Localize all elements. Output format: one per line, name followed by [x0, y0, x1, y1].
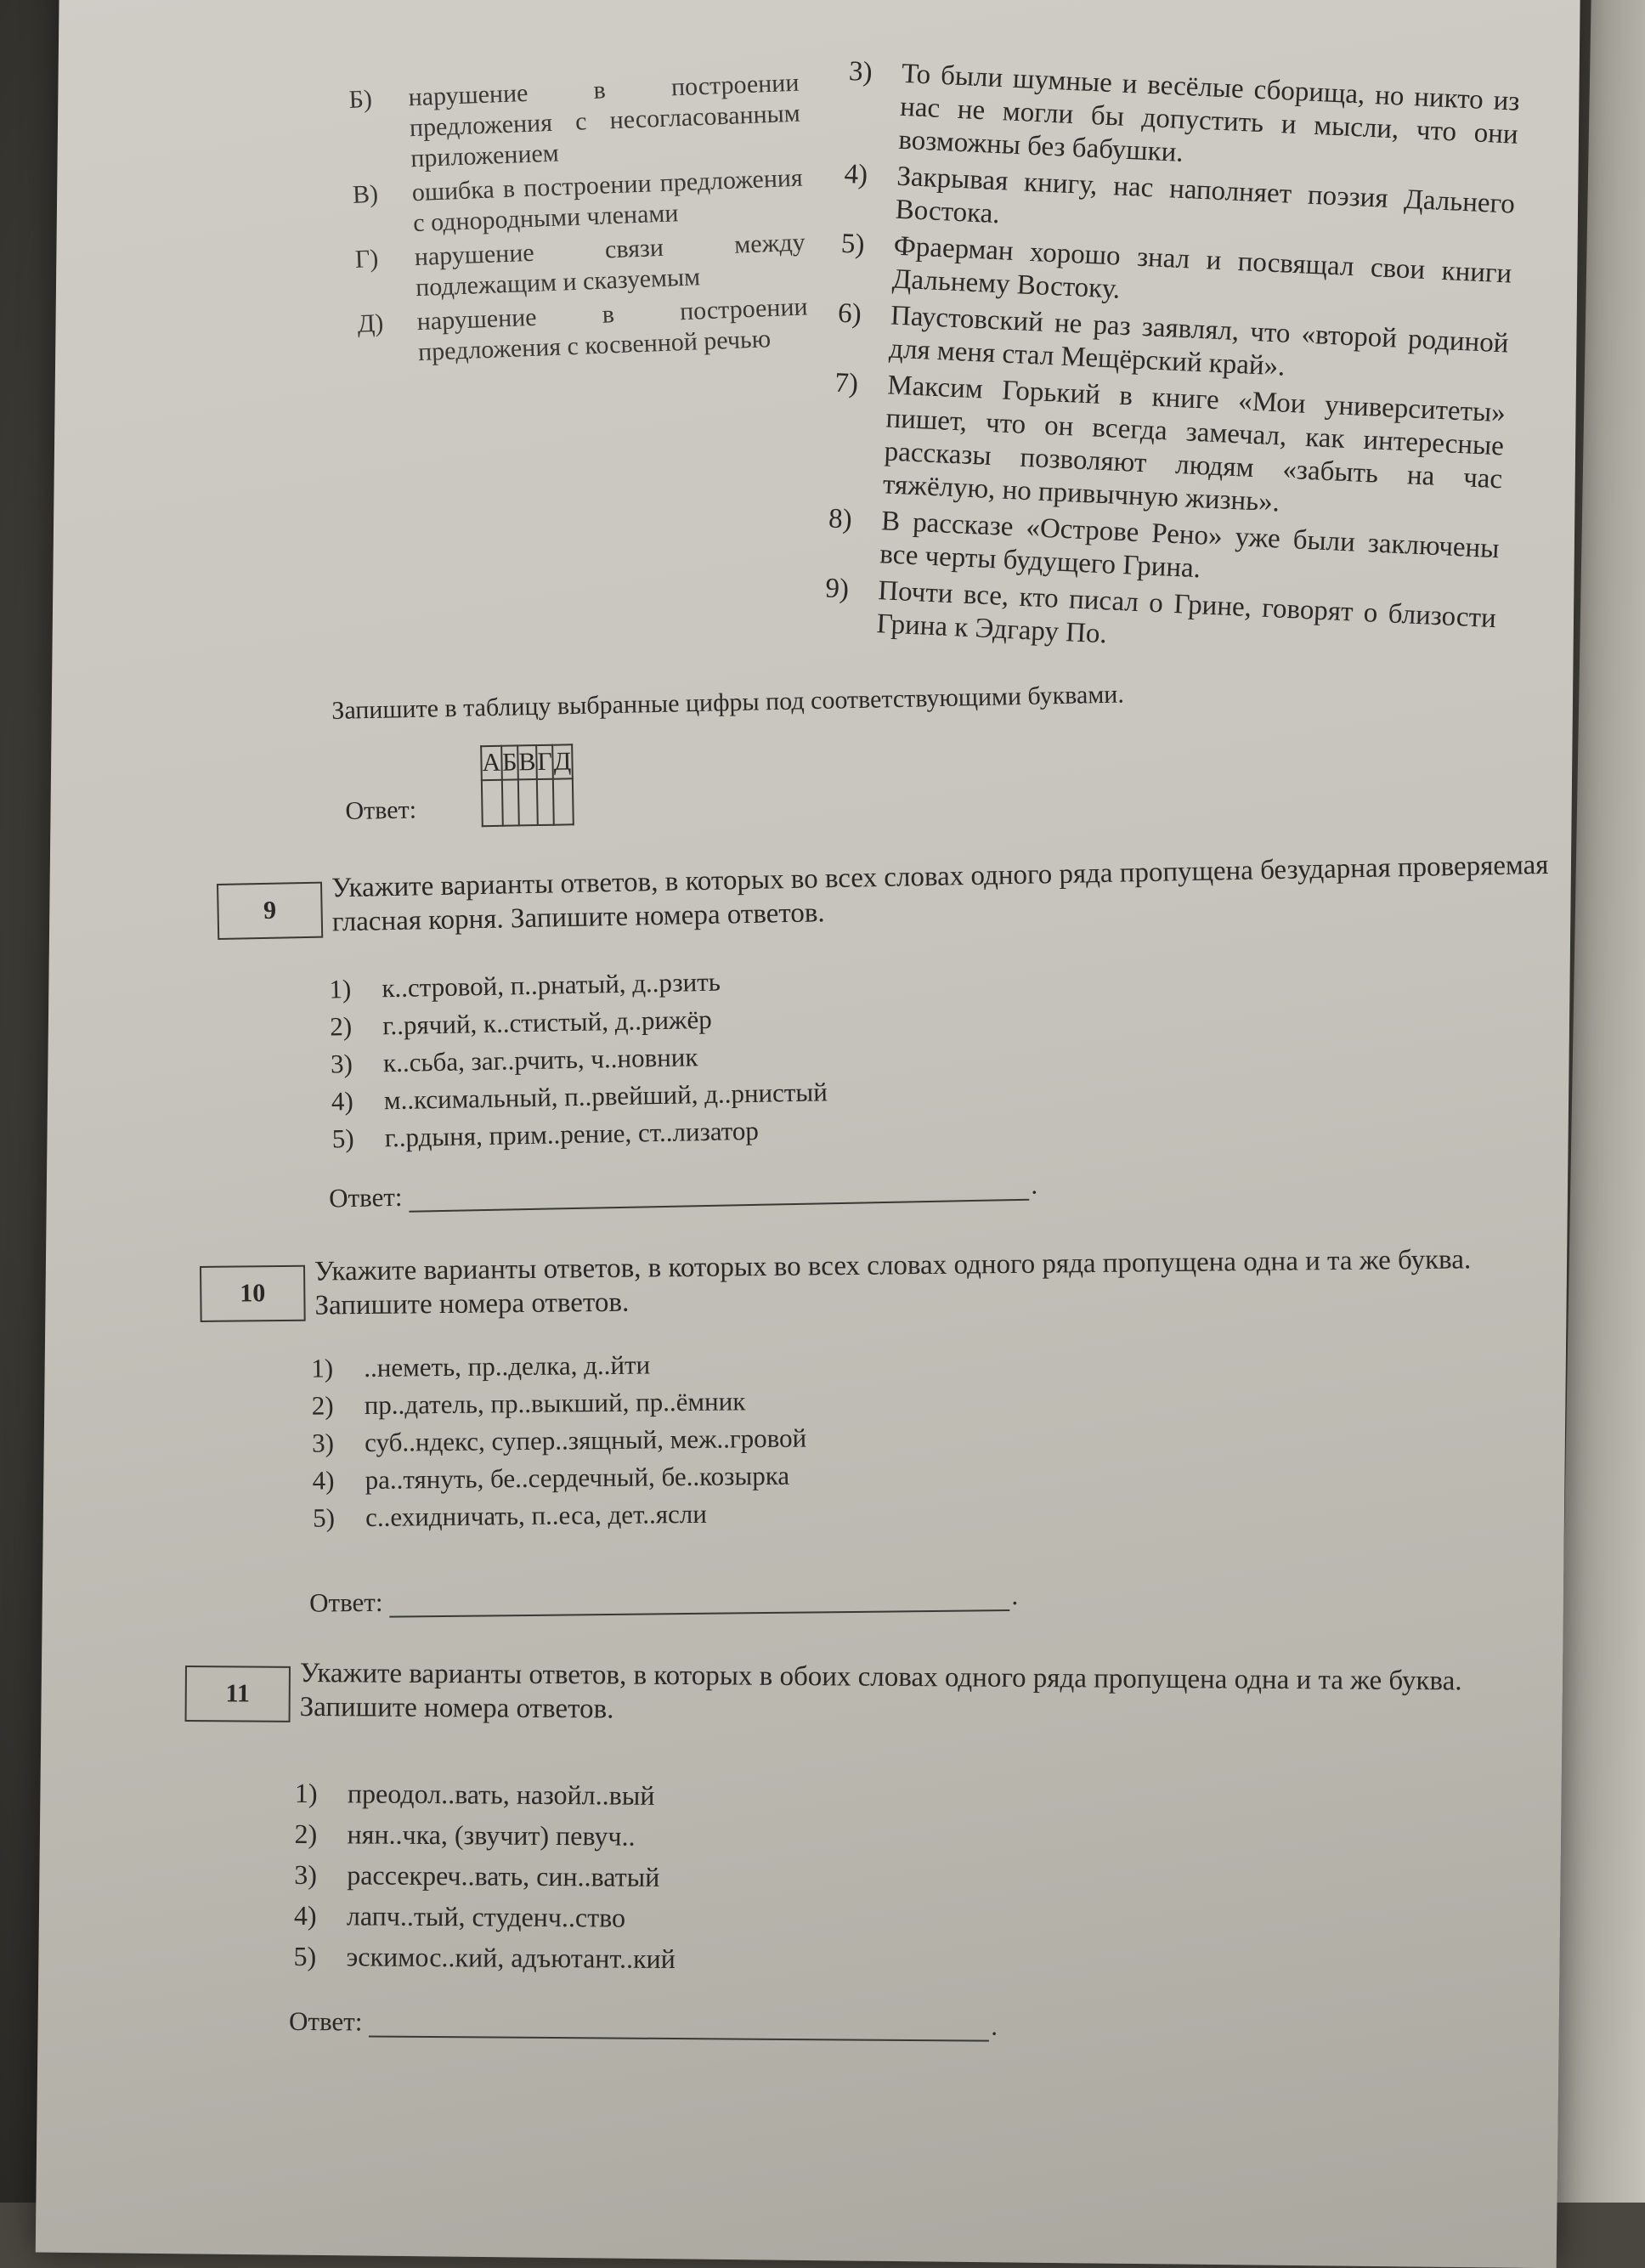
sentence-number: 3) [848, 55, 873, 88]
sentence-text: Паустовский не раз заявлял, что «второй родиной для меня стал Мещёрский край». [888, 300, 1510, 382]
option-key: Б) [348, 84, 373, 114]
answer-grid [480, 744, 574, 827]
sentence-text: Закрывая книгу, нас наполняет поэзия Дальнего Востока. [894, 161, 1516, 230]
option-text: м..ксимальный, п..рвейший, д..рнистый [383, 1077, 828, 1116]
sentence-number: 4) [843, 158, 868, 191]
grid-answer-cell[interactable] [537, 779, 554, 825]
option-key: В) [352, 179, 379, 209]
option-text: ..неметь, пр..делка, д..йти [364, 1349, 651, 1383]
sentence-item [829, 367, 1506, 530]
answer-label: Ответ: [328, 1181, 403, 1213]
task-option [313, 1495, 807, 1537]
answer-line: Ответ: . [288, 2005, 998, 2041]
option-text: г..рдыня, прим..рение, ст..лизатор [384, 1115, 760, 1153]
option-text: лапч..тый, студенч..ство [346, 1900, 626, 1933]
grid-answer-cell[interactable] [518, 779, 538, 825]
sentence-number: 8) [828, 503, 853, 535]
task-option [295, 1773, 677, 1816]
task-prompt: Укажите варианты ответов, в которых в обоих словах одного ряда пропущена одна и та же буква. Запишите номера ответов. [299, 1657, 1462, 1725]
answer-field[interactable] [389, 1586, 1009, 1618]
task-number-box: 11 [185, 1666, 291, 1722]
option-text: ра..тянуть, бе..сердечный, бе..козырка [365, 1460, 790, 1495]
option-number: 1) [329, 973, 352, 1004]
option-text: ошибка в построении предложения с однородными членами [411, 163, 804, 238]
option-number: 2) [329, 1010, 353, 1042]
option-text: к..сьба, заг..рчить, ч..новник [382, 1042, 698, 1078]
task-number-box: 10 [200, 1265, 306, 1322]
answer-field[interactable] [369, 2012, 989, 2042]
task-options [329, 961, 828, 1157]
left-options-column [348, 68, 810, 374]
task-option [312, 1457, 806, 1500]
grid-answer-cell[interactable] [553, 778, 573, 824]
right-sentences-column [823, 55, 1521, 672]
option-number: 3) [330, 1048, 353, 1079]
task-option [294, 1895, 676, 1938]
sentence-number: 5) [840, 228, 866, 261]
option-number: 1) [311, 1353, 334, 1383]
option-number: 5) [331, 1123, 354, 1154]
option-number: 4) [312, 1465, 335, 1496]
answer-label: Ответ: [288, 2005, 363, 2037]
task-option [293, 1936, 676, 1979]
option-number: 2) [294, 1818, 318, 1850]
option-text: рассекреч..вать, син..ватый [347, 1859, 660, 1892]
option-text: к..стровой, п..рнатый, д..рзить [382, 966, 721, 1004]
option-text: нарушение в построении предложения с косвенной речью [416, 292, 809, 367]
answer-line: Ответ: . [328, 1169, 1038, 1213]
task-number-box: 9 [217, 882, 323, 940]
sentence-number: 6) [837, 297, 862, 330]
left-option [357, 291, 809, 370]
sentence-text: Фраерман хорошо знал и посвящал свои книги Дальнему Востоку. [891, 230, 1512, 305]
grid-header-cell: Д [552, 744, 572, 778]
sentence-text: В рассказе «Острове Рено» уже были заключены все черты будущего Грина. [879, 506, 1501, 585]
sentence-text: Максим Горький в книге «Мои университеты» пишет, что он всегда замечал, как интересные рассказы позволяют людям «забыть на час тяжёлую, но привычную жизнь». [882, 370, 1507, 518]
option-text: суб..ндекс, супер..зящный, меж..гровой [365, 1422, 807, 1457]
option-number: 5) [293, 1940, 317, 1972]
table-instruction: Запишите в таблицу выбранные цифры под соответствующими буквами. [331, 680, 1125, 725]
grid-header-cell: Б [501, 745, 518, 779]
answer-field[interactable] [409, 1175, 1029, 1213]
sentence-text: То были шумные и весёлые сборища, но никто из нас не могли бы допустить и мысли, что они возможны без бабушки. [897, 58, 1521, 168]
task-prompt: Укажите варианты ответов, в которых во всех словах одного ряда пропущена безударная проверяемая гласная корня. Запишите номера ответов. [331, 849, 1549, 938]
option-number: 1) [294, 1777, 318, 1809]
grid-header-cell: А [481, 746, 501, 780]
option-key: Г) [354, 244, 379, 274]
option-text: нян..чка, (звучит) певуч.. [347, 1818, 636, 1852]
grid-answer-cell[interactable] [502, 779, 519, 825]
task-option [294, 1813, 676, 1857]
option-text: г..рячий, к..стистый, д..рижёр [382, 1004, 712, 1041]
option-number: 3) [312, 1428, 335, 1458]
task-options [311, 1345, 807, 1537]
task-option [311, 1345, 806, 1388]
answer-label: Ответ: [308, 1586, 383, 1618]
sentence-text: Почти все, кто писал о Грине, говорят о близости Грина к Эдгару По. [875, 575, 1497, 650]
sentence-number: 7) [834, 367, 859, 399]
grid-answer-cell[interactable] [482, 780, 503, 826]
option-text: с..ехидничать, п..еса, дет..ясли [365, 1498, 708, 1532]
option-text: преодол..вать, назойл..вый [347, 1778, 655, 1811]
option-number: 5) [312, 1502, 336, 1533]
option-number: 3) [294, 1858, 318, 1891]
task-option [312, 1383, 806, 1425]
option-text: нарушение в построении предложения с несогласованным приложением [407, 68, 801, 173]
option-text: пр..датель, пр..выкший, пр..ёмник [364, 1386, 746, 1420]
option-number: 4) [331, 1085, 354, 1117]
task-option [312, 1420, 806, 1462]
option-text: нарушение связи между подлежащим и сказуемым [414, 228, 806, 303]
left-option [348, 68, 802, 177]
grid-header-cell: Г [536, 745, 553, 779]
option-text: эскимос..кий, адъютант..кий [346, 1941, 676, 1975]
task-option [294, 1854, 676, 1898]
option-number: 2) [311, 1390, 334, 1421]
option-key: Д) [357, 308, 384, 338]
task-prompt: Укажите варианты ответов, в которых во всех словах одного ряда пропущена одна и та же буква. Запишите номера ответов. [314, 1244, 1472, 1321]
answer-line: Ответ: . [308, 1580, 1019, 1618]
task-options [293, 1773, 676, 1979]
grid-header-cell: В [517, 745, 537, 779]
option-number: 4) [293, 1899, 317, 1931]
sentence-number: 9) [824, 573, 850, 605]
answer-label: Ответ: [345, 795, 417, 825]
